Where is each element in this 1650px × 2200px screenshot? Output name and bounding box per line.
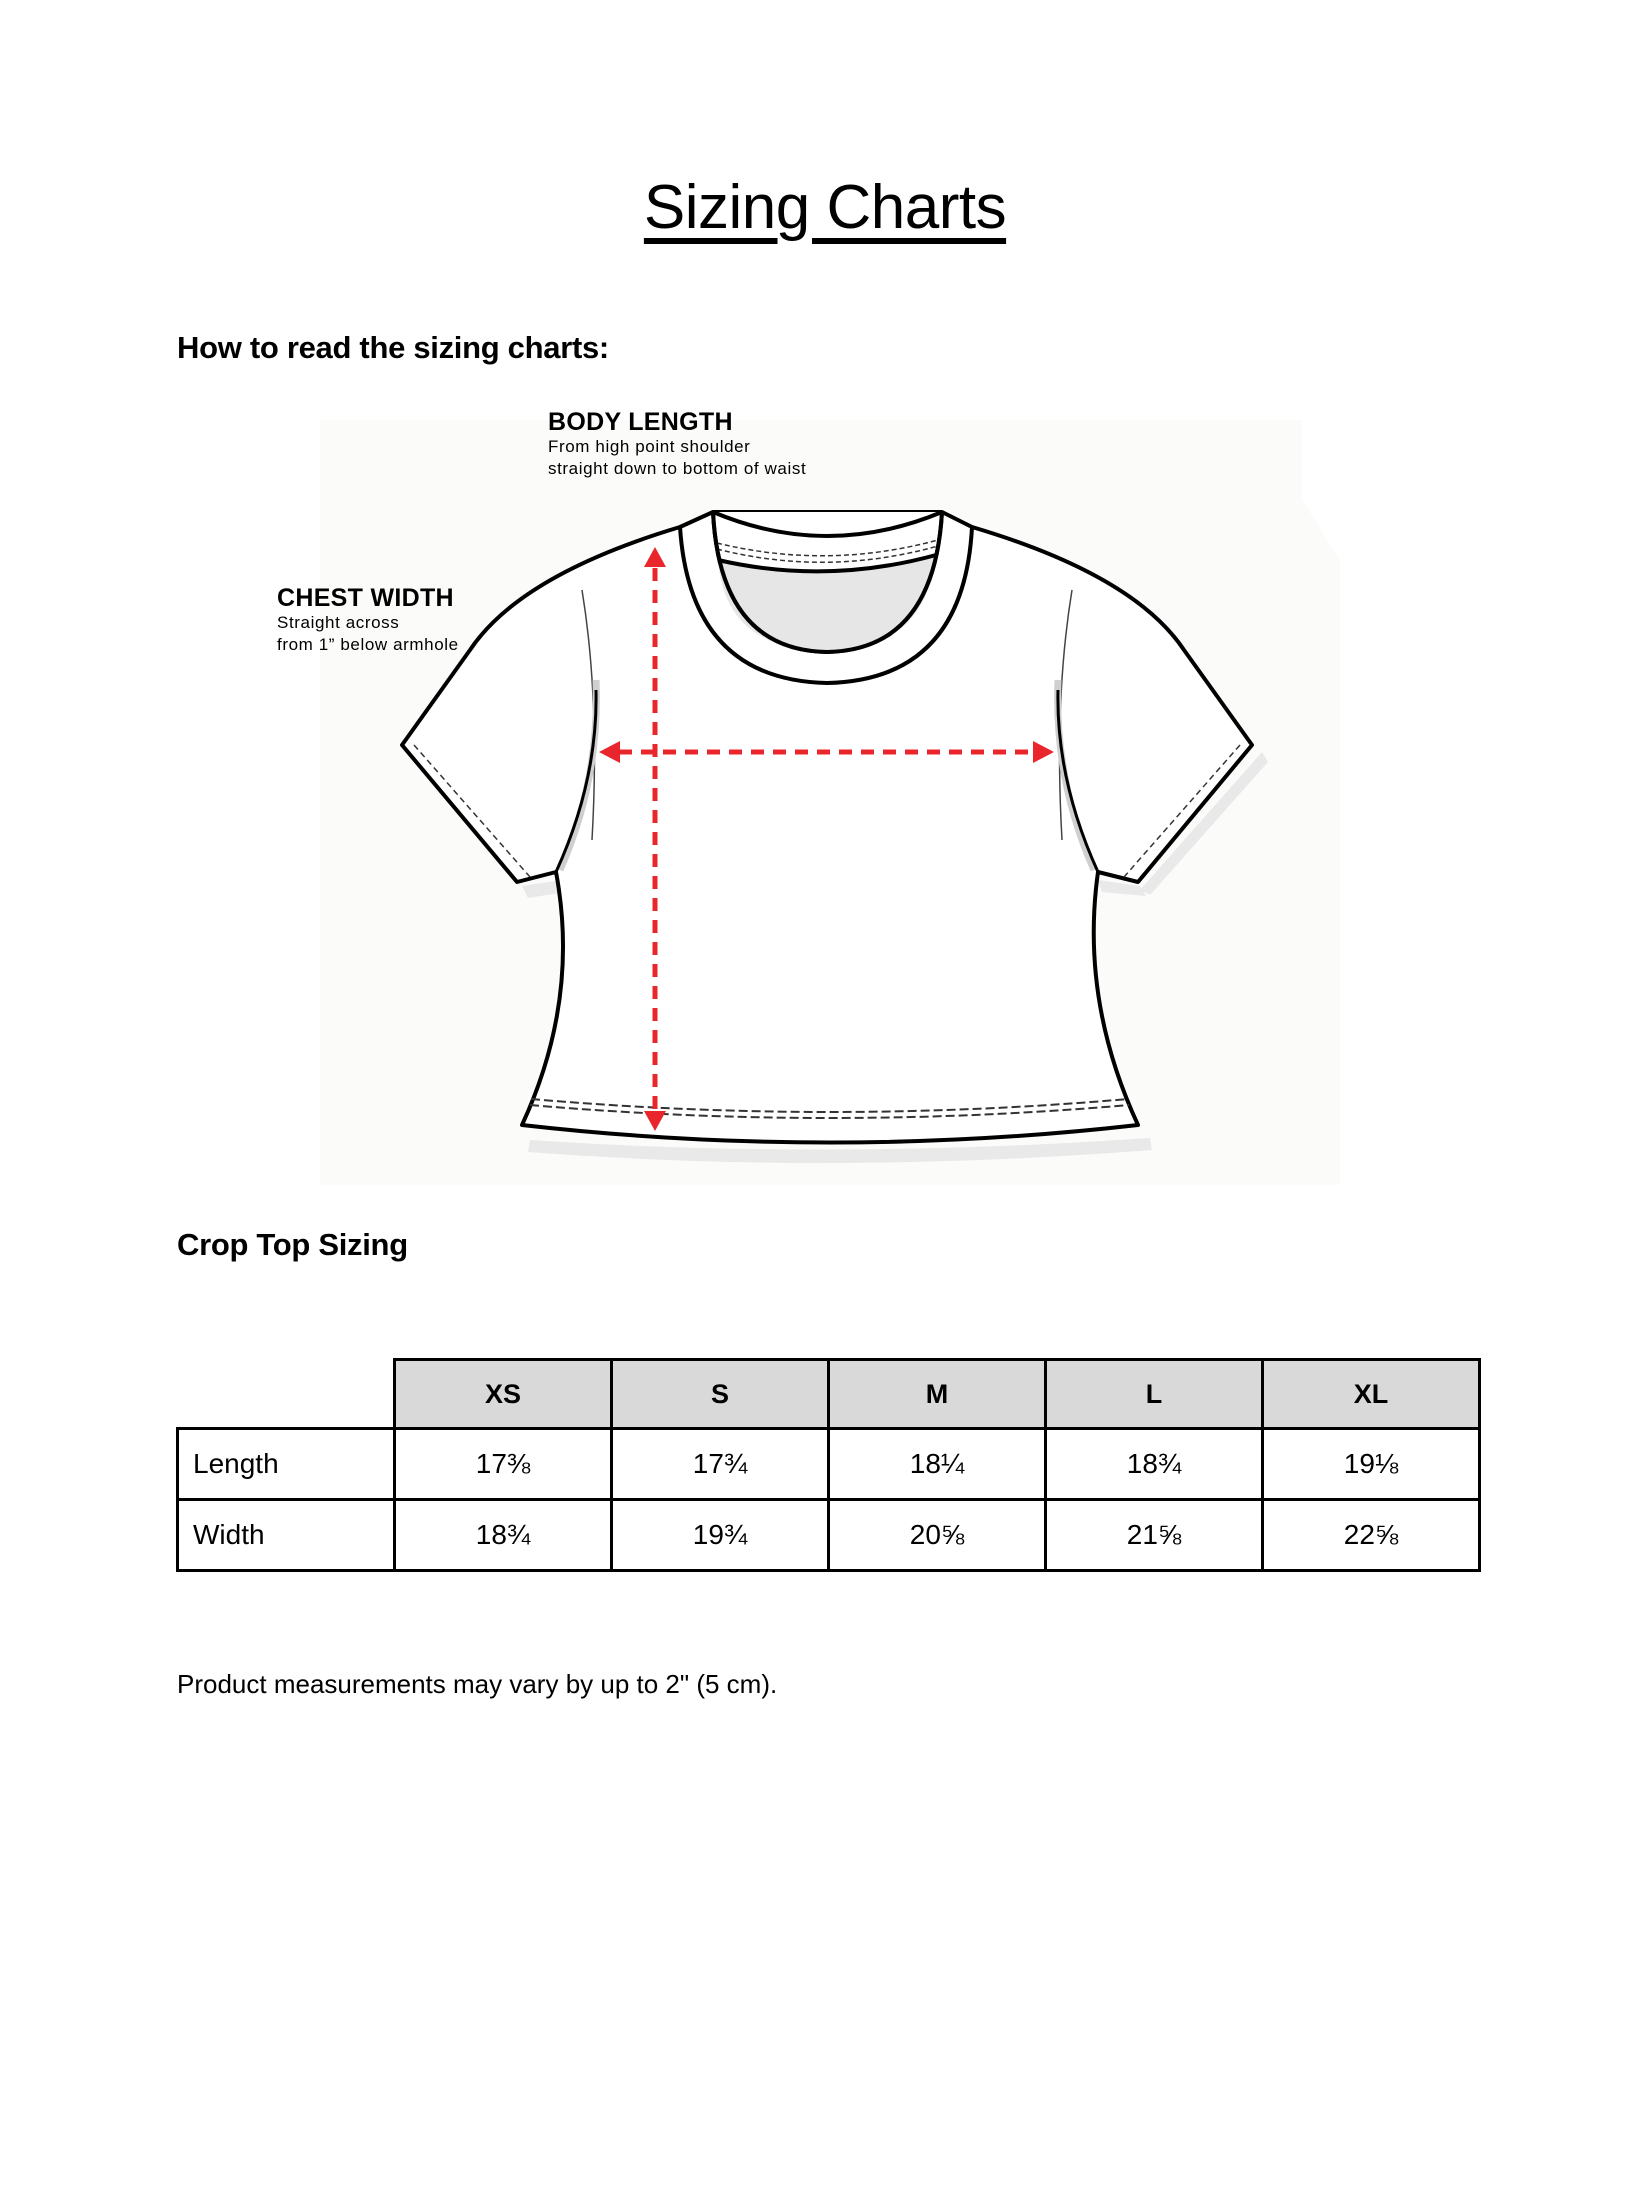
length-l: 18¾ (1046, 1429, 1263, 1500)
measurement-footnote: Product measurements may vary by up to 2" (5 cm). (177, 1669, 778, 1699)
length-s: 17¾ (612, 1429, 829, 1500)
width-xs: 18¾ (395, 1500, 612, 1571)
body-length-title: BODY LENGTH (548, 408, 733, 436)
length-xs: 17⅜ (395, 1429, 612, 1500)
row-label-length: Length (178, 1429, 395, 1500)
width-m: 20⅝ (829, 1500, 1046, 1571)
size-table (176, 1358, 1481, 1572)
page-title-text: Sizing Charts (643, 173, 1007, 242)
size-header-xs: XS (395, 1360, 612, 1429)
size-header-row (178, 1360, 1480, 1429)
table-corner (178, 1360, 395, 1429)
size-header-m: M (829, 1360, 1046, 1429)
width-xl: 22⅝ (1263, 1500, 1480, 1571)
table-row-width (178, 1500, 1480, 1571)
row-label-width: Width (178, 1500, 395, 1571)
size-header-l: L (1046, 1360, 1263, 1429)
body-length-desc-line2: straight down to bottom of waist (548, 459, 807, 478)
chest-width-title: CHEST WIDTH (277, 584, 454, 612)
table-row-length (178, 1429, 1480, 1500)
length-m: 18¼ (829, 1429, 1046, 1500)
length-xl: 19⅛ (1263, 1429, 1480, 1500)
crop-top-heading: Crop Top Sizing (177, 1227, 408, 1262)
page-title (0, 168, 1650, 248)
chest-width-desc-line2: from 1” below armhole (277, 635, 459, 654)
body-length-label (548, 408, 806, 480)
chest-width-desc-line1: Straight across (277, 613, 400, 632)
size-header-xl: XL (1263, 1360, 1480, 1429)
width-s: 19¾ (612, 1500, 829, 1571)
width-l: 21⅝ (1046, 1500, 1263, 1571)
measurement-diagram (320, 420, 1340, 1185)
chest-width-label (277, 584, 459, 656)
body-length-desc-line1: From high point shoulder (548, 437, 751, 456)
size-header-s: S (612, 1360, 829, 1429)
how-to-heading: How to read the sizing charts: (177, 330, 609, 365)
tshirt-diagram-icon (320, 420, 1340, 1185)
